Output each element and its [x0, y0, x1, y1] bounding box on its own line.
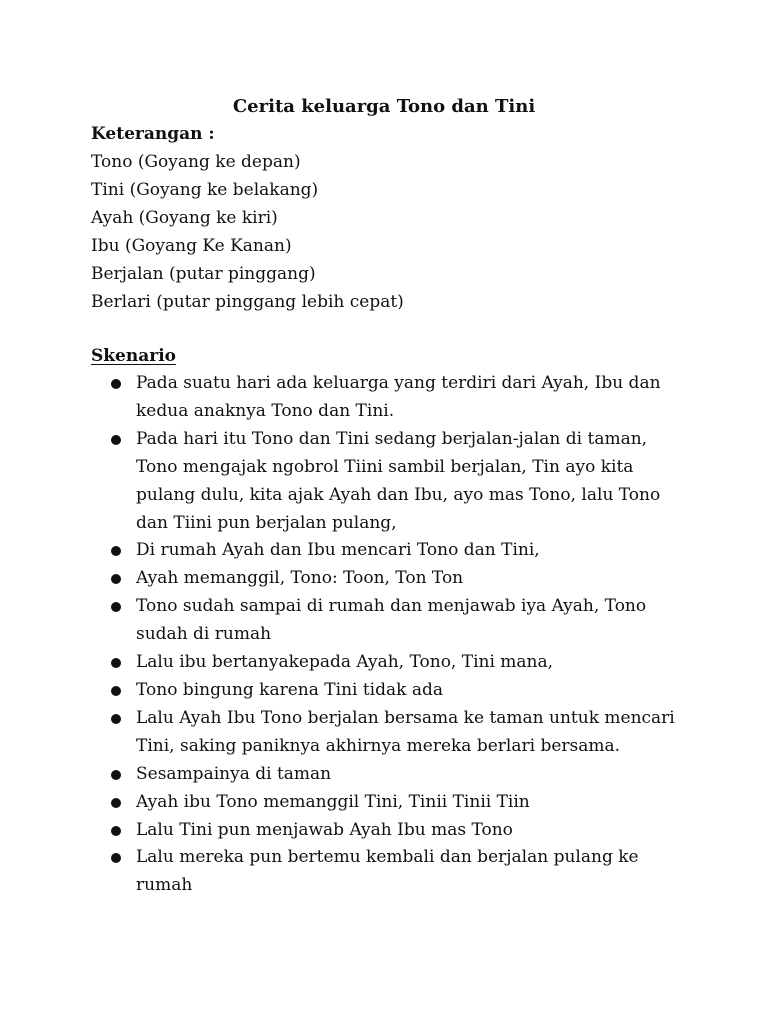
bullet-icon — [111, 546, 121, 556]
bullet-icon — [111, 714, 121, 724]
document-title: Cerita keluarga Tono dan Tini — [232, 96, 536, 117]
bullet-icon — [111, 435, 121, 445]
list-item-text: Ayah ibu Tono memanggil Tini, Tinii Tinii Tiin — [136, 791, 530, 812]
list-item — [108, 565, 688, 593]
list-item — [108, 789, 688, 817]
list-item-text: Pada suatu hari ada keluarga yang terdiri dari Ayah, Ibu dan kedua anaknya Tono dan Tini. — [136, 373, 661, 421]
list-item-text: Di rumah Ayah dan Ibu mencari Tono dan Tini, — [136, 540, 540, 561]
bullet-icon — [111, 770, 121, 780]
list-item — [108, 844, 688, 900]
skenario-list — [108, 370, 688, 900]
list-item-text: Tono sudah sampai di rumah dan menjawab iya Ayah, Tono sudah di rumah — [136, 596, 647, 645]
list-item — [108, 705, 688, 761]
list-item-text: Ayah memanggil, Tono: Toon, Ton Ton — [136, 568, 464, 589]
list-item — [108, 649, 688, 677]
list-item — [108, 370, 688, 426]
list-item — [108, 537, 688, 565]
list-item-text: Lalu Ayah Ibu Tono berjalan bersama ke taman untuk mencari Tini, saking paniknya akhirnya mereka berlari bersama. — [136, 707, 675, 756]
bullet-icon — [111, 798, 121, 808]
keterangan-item: Berjalan (putar pinggang) — [91, 264, 316, 284]
keterangan-item: Berlari (putar pinggang lebih cepat) — [91, 292, 404, 312]
skenario-heading: Skenario — [91, 346, 176, 366]
bullet-icon — [111, 602, 121, 612]
bullet-icon — [111, 686, 121, 696]
list-item — [108, 593, 688, 649]
list-item-text: Lalu mereka pun bertemu kembali dan berjalan pulang ke rumah — [136, 847, 639, 896]
keterangan-heading: Keterangan : — [91, 124, 215, 144]
list-item — [108, 426, 688, 538]
bullet-icon — [111, 853, 121, 863]
keterangan-item: Ibu (Goyang Ke Kanan) — [91, 236, 292, 256]
keterangan-item: Tini (Goyang ke belakang) — [91, 180, 319, 200]
list-item — [108, 677, 688, 705]
list-item — [108, 761, 688, 789]
list-item-text: Sesampainya di taman — [136, 763, 332, 784]
bullet-icon — [111, 379, 121, 389]
list-item-text: Pada hari itu Tono dan Tini sedang berjalan-jalan di taman, Tono mengajak ngobrol Tiini sambil berjalan, Tin ayo kita pulang dulu, kita ajak Ayah dan Ibu, ayo mas Tono, lalu Tono dan Tiini pun berjalan pulang, — [136, 428, 661, 533]
bullet-icon — [111, 574, 121, 584]
keterangan-item: Tono (Goyang ke depan) — [91, 152, 301, 172]
bullet-icon — [111, 658, 121, 668]
list-item-text: Tono bingung karena Tini tidak ada — [136, 679, 443, 700]
list-item-text: Lalu Tini pun menjawab Ayah Ibu mas Tono — [136, 819, 513, 840]
bullet-icon — [111, 826, 121, 836]
list-item-text: Lalu ibu bertanyakepada Ayah, Tono, Tini mana, — [136, 652, 554, 673]
list-item — [108, 817, 688, 845]
keterangan-section — [91, 120, 691, 316]
keterangan-item: Ayah (Goyang ke kiri) — [91, 208, 278, 228]
